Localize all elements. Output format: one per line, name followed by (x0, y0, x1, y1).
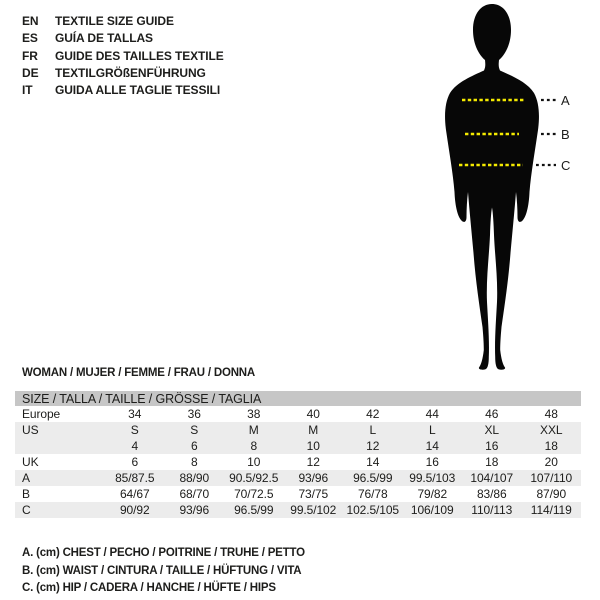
language-title-list (22, 13, 224, 99)
measure-label-a: A (561, 93, 570, 108)
size-cell: 10 (247, 455, 261, 469)
woman-silhouette-icon (407, 3, 585, 373)
size-table-row (15, 486, 581, 502)
size-cell: 114/119 (530, 503, 572, 517)
size-cell: 93/96 (298, 471, 329, 485)
language-row-it (22, 82, 224, 99)
guide-title-it: GUIDA ALLE TAGLIE TESSILI (55, 83, 221, 98)
size-cell: 87/90 (536, 487, 567, 501)
size-cell: 12 (366, 439, 380, 453)
size-cell: 16 (425, 455, 439, 469)
size-table-header: SIZE / TALLA / TAILLE / GRÖSSE / TAGLIA (15, 391, 581, 406)
legend-hip: C. (cm) HIP / CADERA / HANCHE / HÜFTE / HIPS (22, 582, 276, 595)
legend-chest: A. (cm) CHEST / PECHO / POITRINE / TRUHE / PETTO (22, 547, 305, 559)
size-cell: L (369, 423, 377, 437)
language-code: IT (22, 83, 33, 98)
guide-title-fr: GUIDE DES TAILLES TEXTILE (55, 48, 224, 63)
size-cell: 14 (366, 455, 380, 469)
size-cell: 85/87.5 (115, 471, 155, 485)
size-cell: XL (484, 423, 499, 437)
size-table-row (15, 454, 581, 470)
size-cell: 16 (485, 439, 499, 453)
size-table-row (15, 406, 581, 422)
guide-title-en: TEXTILE SIZE GUIDE (55, 14, 174, 28)
size-cell: 70/72.5 (234, 487, 274, 501)
size-cell: S (190, 423, 199, 437)
woman-silhouette (445, 4, 539, 370)
size-cell: M (308, 423, 319, 437)
size-table (15, 391, 581, 518)
language-row-en (22, 13, 224, 30)
measurement-legend (22, 545, 305, 598)
size-cell: 36 (187, 407, 201, 421)
size-cell: L (428, 423, 436, 437)
size-cell: 44 (425, 407, 439, 421)
size-cell: 68/70 (179, 487, 210, 501)
size-cell: 93/96 (179, 503, 210, 517)
language-code: FR (22, 48, 38, 63)
size-cell: 46 (485, 407, 499, 421)
language-code: ES (22, 31, 38, 46)
row-label: B (22, 487, 30, 501)
size-cell: 90/92 (119, 503, 150, 517)
row-label: A (22, 471, 30, 485)
size-cell: 18 (485, 455, 499, 469)
size-table-row (15, 438, 581, 454)
row-label: UK (22, 455, 39, 469)
section-title-woman: WOMAN / MUJER / FEMME / FRAU / DONNA (22, 367, 256, 379)
size-cell: 99.5/102 (290, 503, 337, 517)
size-table-body (15, 406, 581, 518)
size-cell: 83/86 (476, 487, 507, 501)
size-cell: 79/82 (417, 487, 448, 501)
measurement-figure (407, 3, 585, 373)
size-cell: 107/110 (530, 471, 573, 485)
row-label (15, 438, 105, 454)
size-cell: 90.5/92.5 (229, 471, 279, 485)
measure-label-c: C (561, 158, 571, 173)
size-cell: 110/113 (471, 503, 513, 517)
size-cell: 76/78 (357, 487, 388, 501)
size-cell: M (248, 423, 259, 437)
size-cell: 4 (131, 439, 139, 453)
size-cell: 12 (306, 455, 320, 469)
size-cell: 34 (128, 407, 142, 421)
language-code: DE (22, 65, 39, 80)
size-cell: 48 (544, 407, 558, 421)
size-cell: 73/75 (298, 487, 329, 501)
size-cell: 18 (544, 439, 558, 453)
language-code: EN (22, 14, 39, 28)
size-cell: 96.5/99 (234, 503, 274, 517)
size-cell: 20 (544, 455, 558, 469)
size-cell: 99.5/103 (409, 471, 456, 485)
guide-title-de: TEXTILGRÖßENFÜHRUNG (55, 65, 206, 80)
measure-label-b: B (561, 127, 570, 142)
size-cell: XXL (540, 423, 563, 437)
size-table-row (15, 502, 581, 518)
guide-title-es: GUÍA DE TALLAS (55, 31, 153, 46)
row-label: Europe (22, 407, 61, 421)
size-cell: 8 (250, 439, 258, 453)
size-cell: 42 (366, 407, 380, 421)
size-table-row (15, 470, 581, 486)
size-cell: 10 (306, 439, 320, 453)
size-cell: 40 (306, 407, 320, 421)
size-cell: 6 (190, 439, 198, 453)
size-table-row (15, 422, 581, 438)
size-cell: 104/107 (470, 471, 514, 485)
row-label: US (22, 423, 39, 437)
size-cell: 106/109 (410, 503, 454, 517)
size-cell: 38 (247, 407, 261, 421)
size-cell: 6 (131, 455, 139, 469)
size-cell: 14 (425, 439, 439, 453)
size-cell: 96.5/99 (353, 471, 393, 485)
row-label: C (22, 503, 31, 517)
size-cell: 88/90 (179, 471, 210, 485)
language-row-es (22, 30, 224, 47)
size-cell: S (130, 423, 139, 437)
legend-waist: B. (cm) WAIST / CINTURA / TAILLE / HÜFTUNG / VITA (22, 564, 302, 577)
language-row-de (22, 65, 224, 82)
size-cell: 8 (190, 455, 198, 469)
size-table-header-row (15, 391, 581, 406)
size-cell: 64/67 (119, 487, 150, 501)
language-row-fr (22, 48, 224, 65)
size-cell: 102.5/105 (346, 503, 399, 517)
